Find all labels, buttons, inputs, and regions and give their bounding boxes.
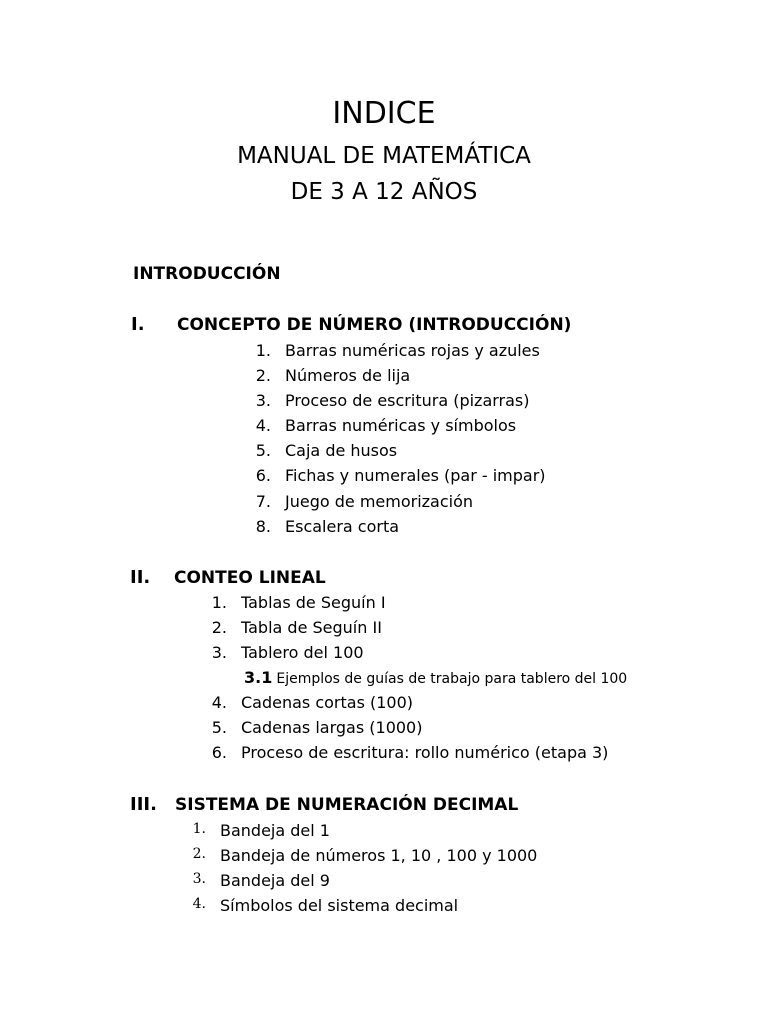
list-item: 4. Barras numéricas y símbolos (255, 416, 517, 435)
section-1-title: CONCEPTO DE NÚMERO (INTRODUCCIÓN) (177, 315, 572, 335)
section-1-numeral: I. (131, 314, 145, 335)
list-item: 1. Barras numéricas rojas y azules (255, 341, 540, 360)
list-item: 2. Tabla de Seguín II (211, 618, 382, 637)
list-item: 5. Caja de husos (255, 441, 398, 460)
page-title: INDICE (332, 96, 436, 131)
list-item: 1. Tablas de Seguín I (211, 593, 386, 612)
list-item: 3. Tablero del 100 (211, 643, 364, 662)
list-item: 5. Cadenas largas (1000) (211, 718, 423, 737)
list-item: 2. Números de lija (255, 366, 411, 385)
list-item: 8. Escalera corta (255, 517, 400, 536)
list-item: 2. Bandeja de números 1, 10 , 100 y 1000 (192, 846, 538, 865)
list-item: 4. Símbolos del sistema decimal (192, 896, 459, 915)
intro-heading: INTRODUCCIÓN (133, 264, 281, 284)
section-1-heading (131, 314, 145, 335)
list-item: 3. Proceso de escritura (pizarras) (255, 391, 530, 410)
list-item: 7. Juego de memorización (255, 492, 474, 511)
list-item: 3. Bandeja del 9 (192, 871, 330, 890)
section-3-title: SISTEMA DE NUMERACIÓN DECIMAL (175, 795, 519, 815)
list-item: 4. Cadenas cortas (100) (211, 693, 414, 712)
manual-title: MANUAL DE MATEMÁTICA (237, 143, 531, 169)
section-3-numeral: III. (130, 794, 157, 815)
sub-list-item: 3.1 Ejemplos de guías de trabajo para tablero del 100 (244, 668, 628, 687)
list-item: 6. Proceso de escritura: rollo numérico (etapa 3) (211, 743, 609, 762)
section-3-heading (130, 794, 157, 815)
section-2-heading (130, 567, 150, 588)
list-item: 1. Bandeja del 1 (192, 821, 330, 840)
section-2-title: CONTEO LINEAL (174, 568, 326, 588)
list-item: 6. Fichas y numerales (par - impar) (255, 466, 546, 485)
age-range-title: DE 3 A 12 AÑOS (290, 179, 478, 205)
section-2-numeral: II. (130, 567, 151, 588)
